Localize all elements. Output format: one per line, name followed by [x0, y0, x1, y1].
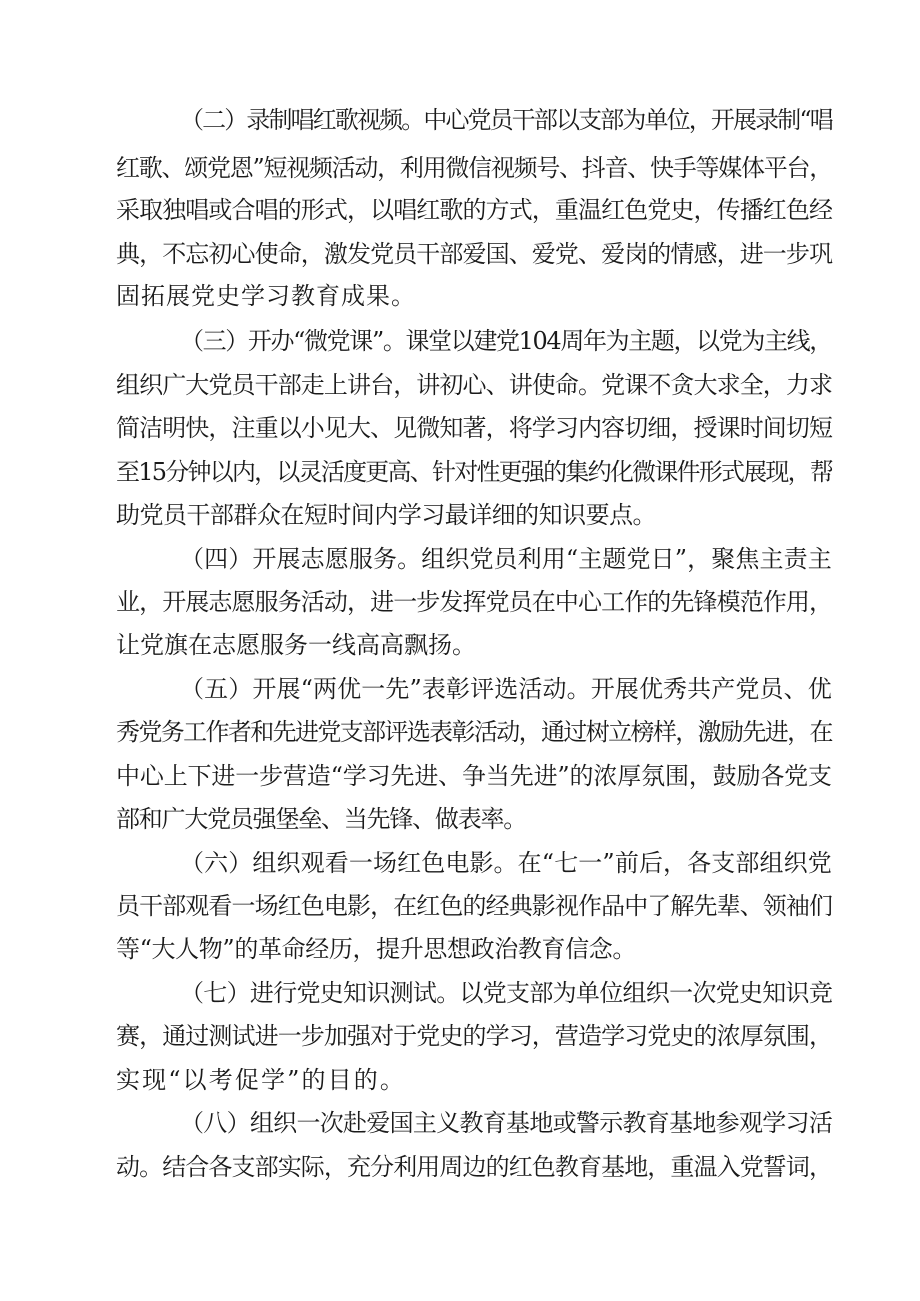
- text-line: 等“大人物”的革命经历，提升思想政治教育信念。: [116, 935, 637, 963]
- text-line: （五）开展“两优一先”表彰评选活动。开展优秀共产党员、优: [180, 675, 832, 703]
- text-line: 赛，通过测试进一步加强对于党史的学习，营造学习党史的浓厚氛围，: [116, 1022, 833, 1050]
- text-line: 简洁明快，注重以小见大、见微知著，将学习内容切细，授课时间切短: [116, 414, 833, 442]
- text-line: 中心上下进一步营造“学习先进、争当先进”的浓厚氛围，鼓励各党支: [116, 762, 832, 790]
- text-line: 固拓展党史学习教育成果。: [116, 282, 416, 310]
- text-line: 采取独唱或合唱的形式，以唱红歌的方式，重温红色党史，传播红色经: [116, 196, 833, 224]
- text-line: （三）开办“微党课”。课堂以建党104周年为主题，以党为主线，: [180, 327, 832, 355]
- text-line: （八）组织一次赴爱国主义教育基地或警示教育基地参观学习活: [180, 1109, 833, 1137]
- text-line: 助党员干部群众在短时间内学习最详细的知识要点。: [116, 501, 657, 529]
- text-line: 实现“以考促学”的目的。: [116, 1066, 406, 1094]
- text-line: 员干部观看一场红色电影，在红色的经典影视作品中了解先辈、领袖们: [116, 892, 833, 920]
- text-line: 组织广大党员干部走上讲台，讲初心、讲使命。党课不贪大求全，力求: [116, 371, 833, 399]
- text-line: （七）进行党史知识测试。以党支部为单位组织一次党史知识竞: [180, 979, 833, 1007]
- text-line: 红歌、颂党恩”短视频活动，利用微信视频号、抖音、快手等媒体平台，: [116, 154, 832, 182]
- text-line: 业，开展志愿服务活动，进一步发挥党员在中心工作的先锋模范作用，: [116, 588, 833, 616]
- text-line: 典，不忘初心使命，激发党员干部爱国、爱党、爱岗的情感，进一步巩: [116, 240, 833, 268]
- text-line: （四）开展志愿服务。组织党员利用“主题党日”，聚焦主责主: [180, 545, 832, 573]
- text-line: 动。结合各支部实际，充分利用周边的红色教育基地，重温入党誓词，: [116, 1153, 833, 1181]
- text-line: 让党旗在志愿服务一线高高飘扬。: [116, 631, 476, 659]
- text-line: （六）组织观看一场红色电影。在“七一”前后，各支部组织党: [180, 849, 832, 877]
- text-line: （二）录制唱红歌视频。中心党员干部以支部为单位，开展录制“唱: [180, 106, 832, 134]
- text-line: 秀党务工作者和先进党支部评选表彰活动，通过树立榜样，激励先进，在: [116, 718, 832, 746]
- text-line: 部和广大党员强堡垒、当先锋、做表率。: [116, 805, 527, 833]
- text-line: 至15分钟以内，以灵活度更高、针对性更强的集约化微课件形式展现，帮: [116, 458, 833, 486]
